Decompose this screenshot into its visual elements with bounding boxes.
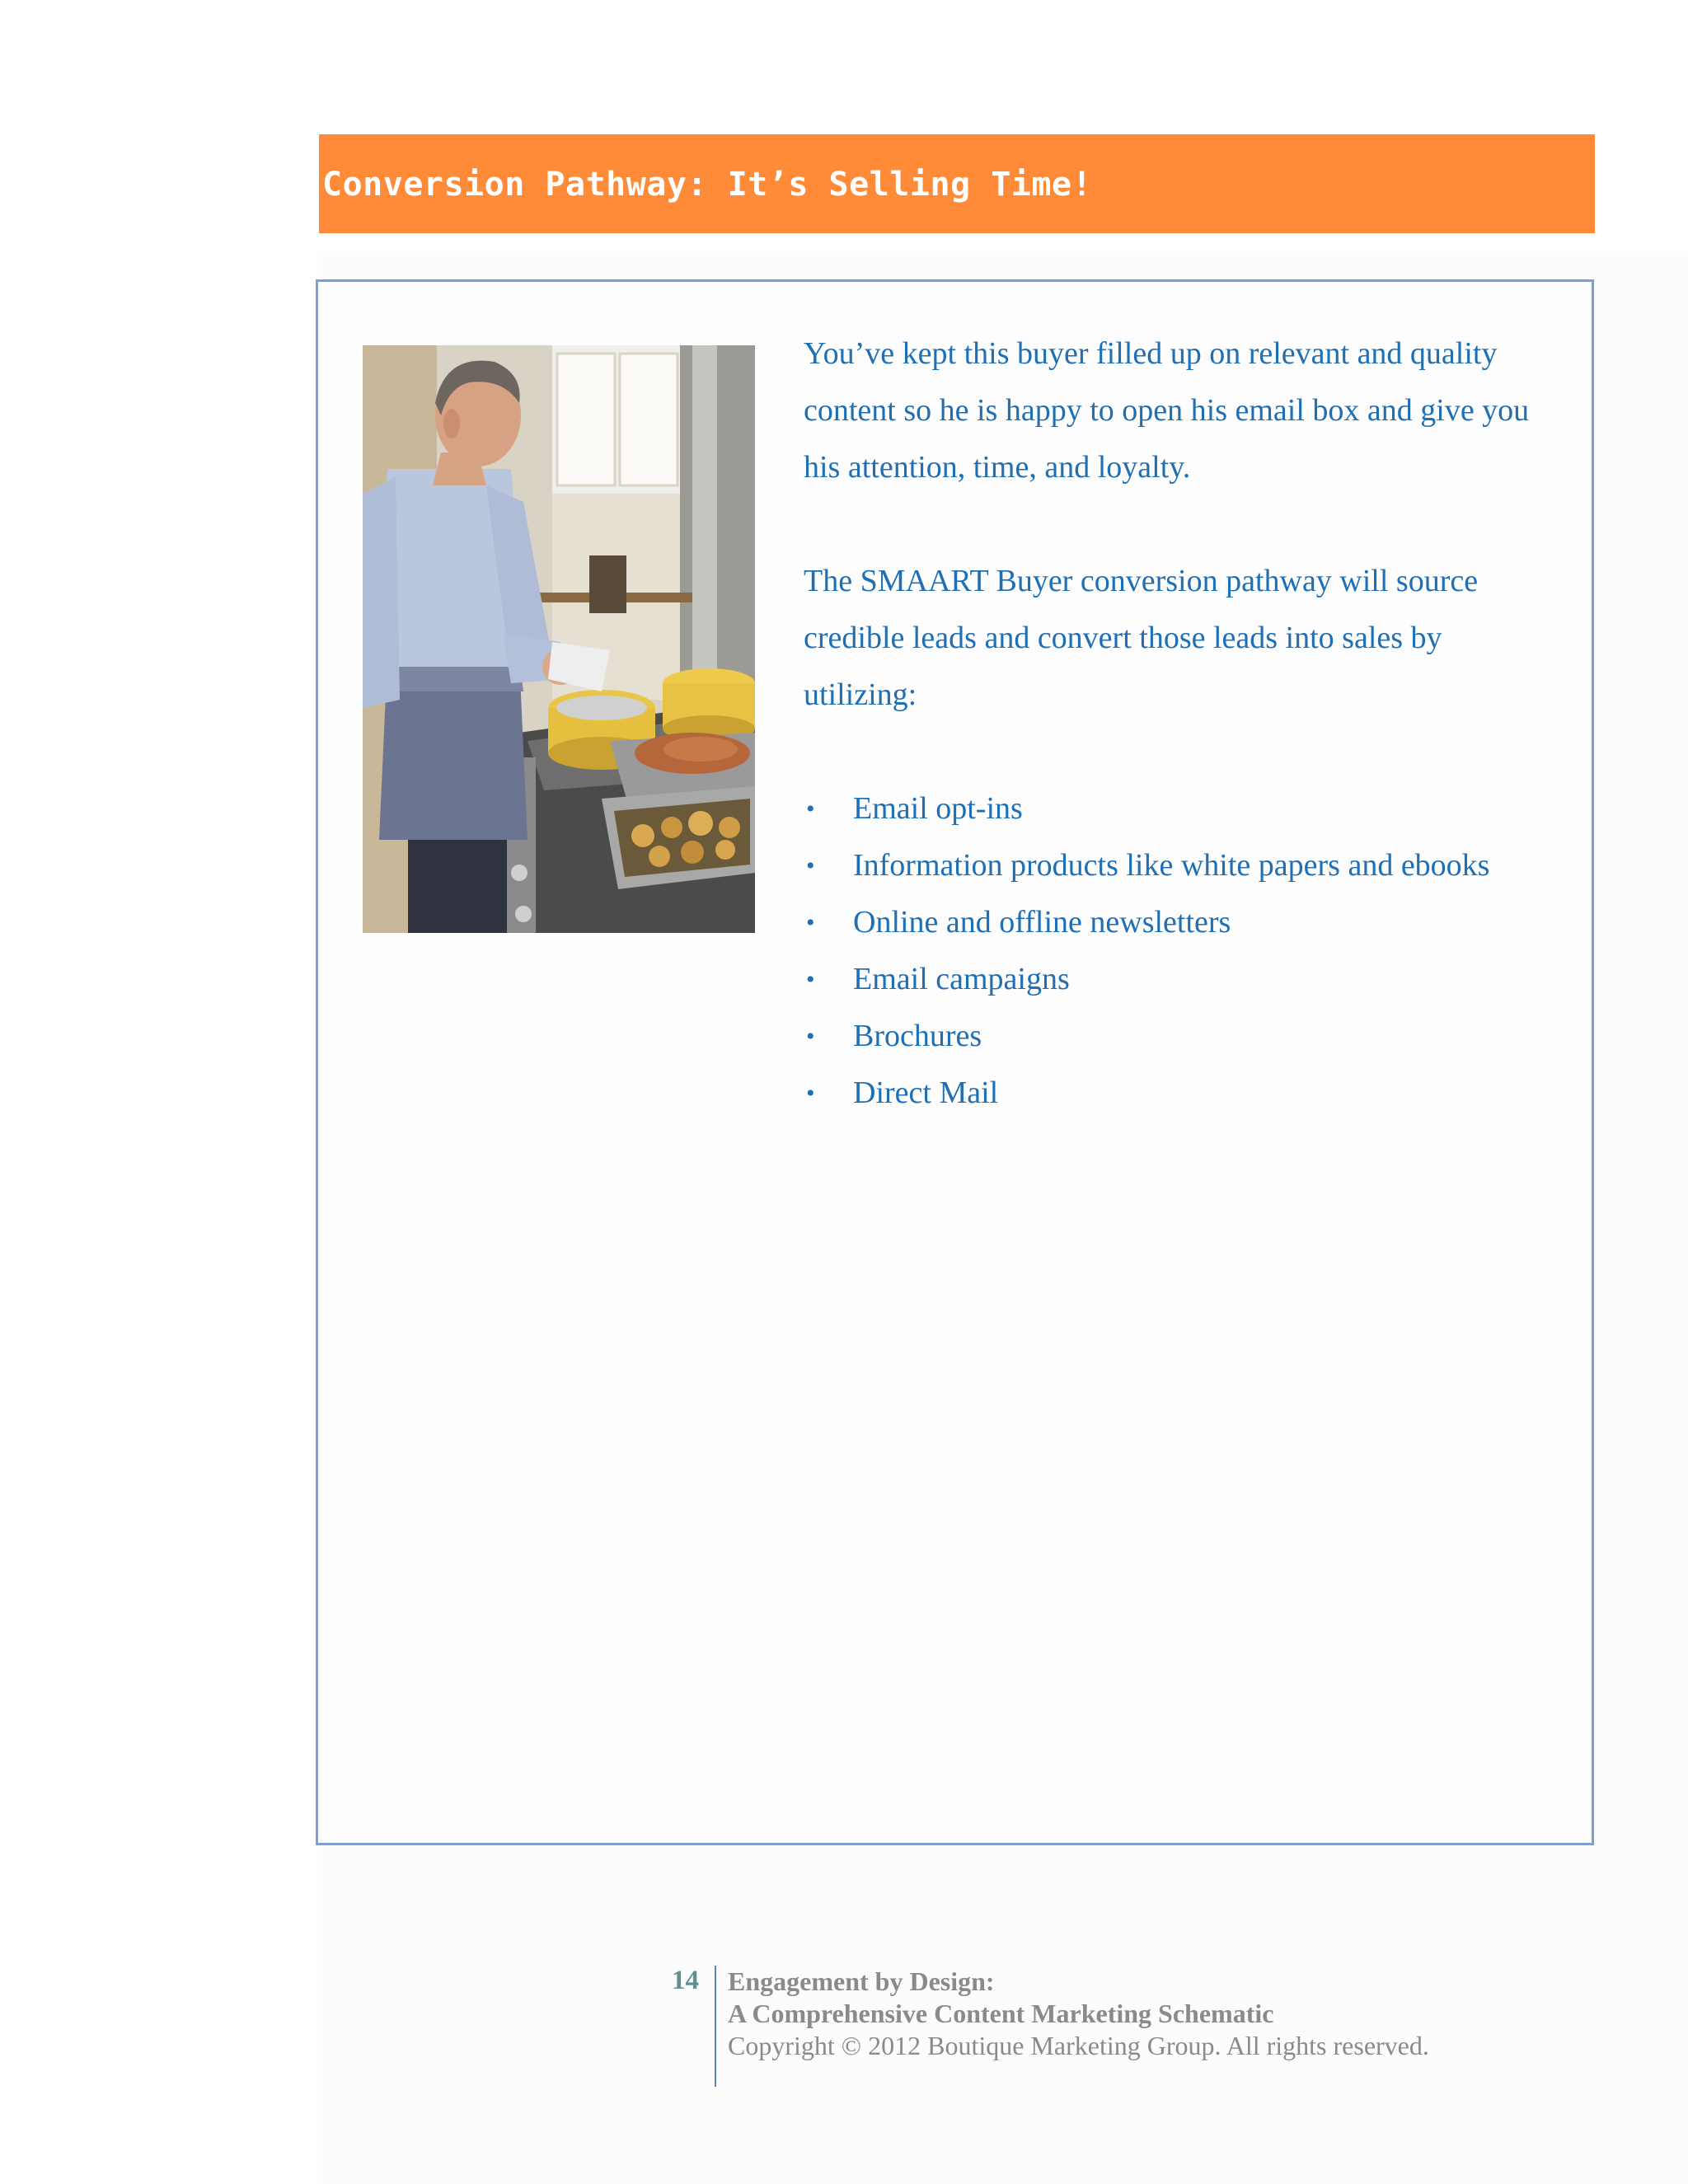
list-item (804, 1008, 1562, 1065)
list-item-label: Online and offline newsletters (853, 905, 1231, 940)
list-item (804, 780, 1562, 837)
list-item (804, 951, 1562, 1008)
list-item (804, 1065, 1562, 1122)
list-item-label: Direct Mail (853, 1076, 999, 1110)
main-text-column (804, 326, 1562, 1122)
section-title: Conversion Pathway: It’s Selling Time! (322, 166, 1093, 204)
list-item (804, 894, 1562, 951)
section-header-bar (319, 134, 1595, 233)
footer-book-subtitle: A Comprehensive Content Marketing Schematic (728, 1999, 1274, 2028)
man-cooking-photo (363, 345, 755, 933)
footer-copyright: Copyright © 2012 Boutique Marketing Group. All rights reserved. (728, 2031, 1429, 2060)
bullet-icon: • (806, 966, 815, 993)
bullet-icon: • (806, 909, 815, 936)
footer-text-block (728, 1966, 1429, 2062)
list-item (804, 837, 1562, 894)
pathway-paragraph: The SMAART Buyer conversion pathway will source credible leads and convert those leads into sales by utilizing: (804, 564, 1479, 712)
bullet-icon: • (806, 1080, 815, 1107)
list-item-label: Email campaigns (853, 962, 1070, 996)
list-item-label: Brochures (853, 1019, 982, 1053)
bullet-icon: • (806, 795, 815, 823)
list-item-label: Email opt-ins (853, 791, 1023, 826)
bullet-icon: • (806, 852, 815, 879)
bullet-icon: • (806, 1023, 815, 1050)
channel-list (804, 780, 1562, 1122)
footer-divider (715, 1966, 716, 2087)
intro-paragraph: You’ve kept this buyer filled up on relevant and quality content so he is happy to open his email box and give you his attention, time, and loyalty. (804, 336, 1530, 485)
page-number: 14 (672, 1966, 699, 1995)
footer-book-title: Engagement by Design: (728, 1966, 995, 1996)
list-item-label: Information products like white papers and ebooks (853, 848, 1490, 883)
